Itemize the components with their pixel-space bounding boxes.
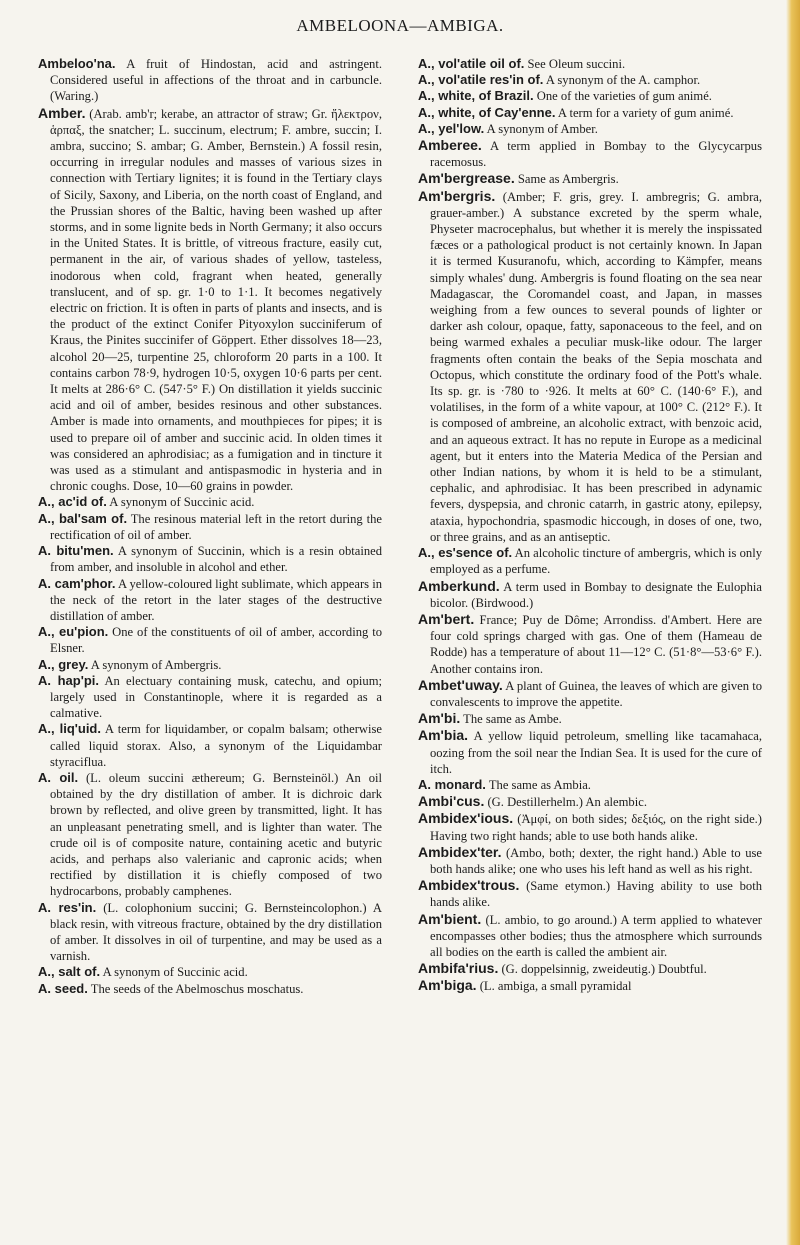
dictionary-entry [38, 721, 382, 770]
dictionary-entry [418, 727, 762, 777]
entry-definition: Same as Ambergris. [514, 172, 619, 187]
dictionary-entry [38, 900, 382, 965]
entry-headword: A., bal'sam of. [38, 510, 128, 526]
dictionary-entry [418, 170, 762, 187]
entry-headword: A., ac'id of. [38, 494, 107, 510]
dictionary-entry [418, 793, 762, 810]
dictionary-entry [418, 121, 762, 137]
entry-definition: The seeds of the Abelmoschus moschatus. [87, 981, 304, 996]
entry-definition: The same as Ambe. [460, 712, 562, 727]
dictionary-entry [418, 105, 762, 121]
dictionary-entry [418, 710, 762, 727]
dictionary-entry [38, 657, 382, 673]
entry-headword: A. monard. [418, 776, 486, 792]
dictionary-entry [418, 677, 762, 710]
dictionary-entry [418, 611, 762, 677]
entry-definition: The resinous material left in the retort during the rectification of oil of amber. [50, 511, 382, 542]
dictionary-entry [418, 137, 762, 170]
entry-headword: A. seed. [38, 980, 88, 996]
entry-definition: A yellow liquid petroleum, smelling like tacamahaca, oozing from the soil near the Indian Sea. It is used for the cure of itch. [430, 729, 762, 776]
entry-headword: A., white, of Cay'enne. [418, 104, 556, 120]
entry-headword: A., liq'uid. [38, 721, 101, 737]
dictionary-entry [418, 810, 762, 843]
entry-headword: Am'bia. [418, 727, 469, 744]
left-column [38, 56, 382, 997]
entry-definition: A synonym of Amber. [484, 121, 598, 136]
entry-headword: Amber. [38, 104, 86, 121]
entry-headword: Ambidex'trous. [418, 877, 520, 894]
entry-definition: A term applied in Bombay to the Glycycarpus racemosus. [430, 139, 762, 170]
entry-headword: Ambidex'ious. [418, 810, 514, 827]
entry-headword: Am'bert. [418, 610, 475, 627]
entry-definition: An electuary containing musk, catechu, and opium; largely used in Constantinople, where it is regarded as a calmative. [50, 673, 383, 721]
entry-headword: A., grey. [38, 656, 89, 672]
dictionary-entry [418, 777, 762, 793]
entry-definition: (G. Destillerhelm.) An alembic. [484, 795, 647, 810]
entry-headword: A. hap'pi. [38, 672, 99, 688]
dictionary-entry [418, 578, 762, 611]
entry-definition: A synonym of the A. camphor. [543, 73, 701, 88]
dictionary-entry [38, 770, 382, 900]
entry-definition: The same as Ambia. [485, 777, 591, 792]
dictionary-entry [418, 844, 762, 877]
entry-definition: (L. oleum succini æthereum; G. Bernsteinöl.) An oil obtained by the dry distillation of amber. It is dichroic dark brown by reflected, and olive green by transmitted, light. It has an unpleasant penetrating smell, and is lighter than water. The crude oil is of composite nature, containing acetic and butyric acids, and perhaps also valerianic and capronic acids; when rectified by distillation it is chiefly composed of two hydrocarbons, probably camphenes. [50, 770, 383, 899]
entry-definition: (G. doppelsinnig, zweideutig.) Doubtful. [498, 962, 707, 977]
dictionary-entry [38, 105, 382, 495]
entry-headword: Ambeloo'na. [38, 56, 116, 71]
dictionary-entry [38, 673, 382, 722]
entry-definition: (L. ambio, to go around.) A term applied to whatever encompasses other bodies; thus the atmosphere which surrounds all bodies on the earth is called the ambient air. [430, 912, 762, 959]
page-edge [786, 0, 800, 1245]
entry-headword: Am'bergrease. [418, 170, 515, 187]
dictionary-entry [418, 911, 762, 961]
entry-definition: (Same etymon.) Having ability to use both hands alike. [430, 879, 762, 910]
right-column [418, 56, 762, 995]
entry-headword: A., eu'pion. [38, 624, 109, 640]
entry-definition: A term for liquidamber, or copalm balsam; otherwise called liquid storax. Also, a synonym of the Liquidambar styraciflua. [50, 722, 382, 769]
entry-headword: A., salt of. [38, 964, 101, 980]
dictionary-entry [418, 960, 762, 977]
entry-definition: A synonym of Succinic acid. [100, 965, 248, 980]
entry-definition: A term for a variety of gum animé. [555, 105, 734, 120]
dictionary-entry [38, 624, 382, 656]
dictionary-entry [418, 977, 762, 994]
entry-headword: Ambi'cus. [418, 793, 485, 810]
entry-definition: One of the constituents of oil of amber, according to Elsner. [50, 625, 382, 656]
entry-headword: Ambidex'ter. [418, 843, 502, 860]
entry-definition: An alcoholic tincture of ambergris, which is only employed as a perfume. [430, 546, 762, 577]
entry-headword: A. bitu'men. [38, 543, 114, 559]
entry-definition: (Ἀμφί, on both sides; δεξιός, on the right side.) Having two right hands; able to use both hands alike. [430, 812, 762, 843]
entry-headword: Ambet'uway. [418, 676, 503, 693]
entry-headword: A. oil. [38, 769, 79, 785]
entry-headword: Am'bergris. [418, 187, 496, 204]
dictionary-entry [38, 981, 382, 997]
entry-definition: A term used in Bombay to designate the Eulophia bicolor. (Birdwood.) [430, 579, 762, 610]
entry-headword: Amberee. [418, 137, 482, 154]
dictionary-entry [418, 188, 762, 545]
entry-definition: France; Puy de Dôme; Arrondiss. d'Ambert. Here are four cold springs charged with gas. One of them (Hameau de Rodde) has a temperature of about 11—12° C. (51·8°—53·6° F.). Another contains iron. [430, 612, 762, 676]
entry-definition: (Arab. amb'r; kerabe, an attractor of straw; Gr. ἤλεκτρον, ἁρπαξ, the snatcher; L. succinum, electrum; F. ambre, succin; I. ambra, succino; S. ambar; G. Amber, Bernstein.) A fossil resin, occurring in irregular nodules and masses of various sizes in connection with Tertiary lignites; it is found in the Tertiary clays of Sicily, Saxony, and Liberia, on the north coast of England, and the Prussian shores of the Baltic, having been washed up after storms, and in some lignite beds in North Germany; it also occurs in the United States. It is brittle, of vitreous fracture, easily cut, permanent in the air, of various shades of yellow, tasteless, inodorous when cold, fragrant when heated, generally translucent, and of sp. gr. 1·0 to 1·1. It becomes negatively electric on friction. It is often in parts of plants and insects, and is the product of the extinct Conifer Pityoxylon succiniferum of Kraus, the Pinites succinifer of Göppert. Ether dissolves 18—23, alcohol 20—25, turpentine 25, chloroform 20 parts in a 100. It contains carbon 78·9, hydrogen 10·5, oxygen 10·6 parts per cent. It melts at 286·6° C. (547·5° F.) On distillation it yields succinic acid and oil of amber, besides resinous and other substances. Amber is made into ornaments, and mouthpieces for pipes; it is used to prepare oil of amber and succinic acid. In olden times it was considered an aphrodisiac; as a fumigation and in tincture it was used as a stimulant and antispasmodic in hysteria and in chronic coughs. Dose, 10—60 grains in powder. [50, 106, 382, 494]
entry-headword: Am'bi. [418, 710, 461, 727]
entry-headword: Amberkund. [418, 577, 500, 594]
entry-definition: A synonym of Succinin, which is a resin obtained from amber, and insoluble in alcohol and ether. [50, 544, 383, 575]
entry-definition: (L. ambiga, a small pyramidal [476, 979, 632, 994]
dictionary-entry [38, 511, 382, 543]
entry-headword: A., vol'atile oil of. [418, 56, 525, 71]
entry-headword: Am'bient. [418, 910, 482, 927]
entry-definition: (L. colophonium succini; G. Bernsteincolophon.) A black resin, with vitreous fracture, obtained by the dry distillation of amber. It dissolves in oil of turpentine, and may be used as a varnish. [50, 900, 382, 964]
dictionary-entry [418, 72, 762, 88]
entry-headword: A., es'sence of. [418, 545, 513, 561]
entry-definition: A synonym of Succinic acid. [106, 495, 255, 510]
entry-headword: Ambifa'rius. [418, 960, 499, 977]
entry-headword: A., yel'low. [418, 120, 485, 136]
entry-headword: Am'biga. [418, 977, 477, 994]
entry-headword: A. res'in. [38, 899, 97, 915]
entry-headword: A. cam'phor. [38, 575, 116, 591]
dictionary-entry [38, 576, 382, 625]
dictionary-entry [38, 56, 382, 105]
entry-definition: A plant of Guinea, the leaves of which are given to convalescents to improve the appetite. [430, 678, 762, 709]
dictionary-entry [418, 545, 762, 577]
dictionary-entry [418, 877, 762, 910]
entry-definition: See Oleum succini. [524, 57, 626, 71]
entry-headword: A., white, of Brazil. [418, 88, 534, 104]
dictionary-entry [418, 56, 762, 72]
entry-definition: A synonym of Ambergris. [88, 657, 222, 672]
dictionary-entry [418, 88, 762, 104]
entry-definition: One of the varieties of gum animé. [533, 89, 712, 104]
dictionary-entry [38, 494, 382, 510]
dictionary-entry [38, 964, 382, 980]
entry-definition: A fruit of Hindostan, acid and astringent. Considered useful in affections of the throat and in carbuncle. (Waring.) [50, 57, 382, 104]
entry-definition: A yellow-coloured light sublimate, which appears in the neck of the retort in the later stages of the destructive distillation of amber. [50, 576, 383, 623]
entry-headword: A., vol'atile res'in of. [418, 72, 544, 88]
entry-definition: (Ambo, both; dexter, the right hand.) Able to use both hands alike; one who uses his left hand as well as his right. [430, 845, 762, 876]
entry-definition: (Amber; F. gris, grey. I. ambregris; G. ambra, grauer-amber.) A substance excreted by the sperm whale, Physeter macrocephalus, but whether it is merely the inspissated fæces or a pathological product is not certainly known. In Japan it is termed Kusuranofu, which, according to Kämpfer, means simply whales' dung. Ambergris is found floating on the sea near Madagascar, the Coromandel coast, and Japan, in masses weighing from a few ounces to several pounds of lighter or darker ash colour, opaque, fatty, saponaceous to the feel, and on being warmed exhales a peculiar musk-like odour. The larger fragments often contain the beaks of the Sepia moschata and Octopus, which constitute the ordinary food of the Pott's whale. Its sp. gr. is ·780 to ·926. It melts at 60° C. (140·6° F.), and volatilises, in the form of a white vapour, at 100° C. (212° F.). It is composed of ambreine, an alcoholic extract, with benzoic acid, and an aqueous extract. It has no repute in Europe as a medicinal agent, but it enters into the Materia Medica of the Persian and other Indian nations, by whom it is held to be a stimulant, cephalic, and aphrodisiac. It has been prescribed in adynamic fevers, dyspepsia, and chronic catarrh, in gastric atony, epilepsy, ataxia, hypochondria, spasmodic hiccough, in doses of one, two, or three grains, and as an antiseptic. [430, 189, 762, 544]
dictionary-entry [38, 543, 382, 575]
page-header: AMBELOONA—AMBIGA. [296, 16, 504, 35]
